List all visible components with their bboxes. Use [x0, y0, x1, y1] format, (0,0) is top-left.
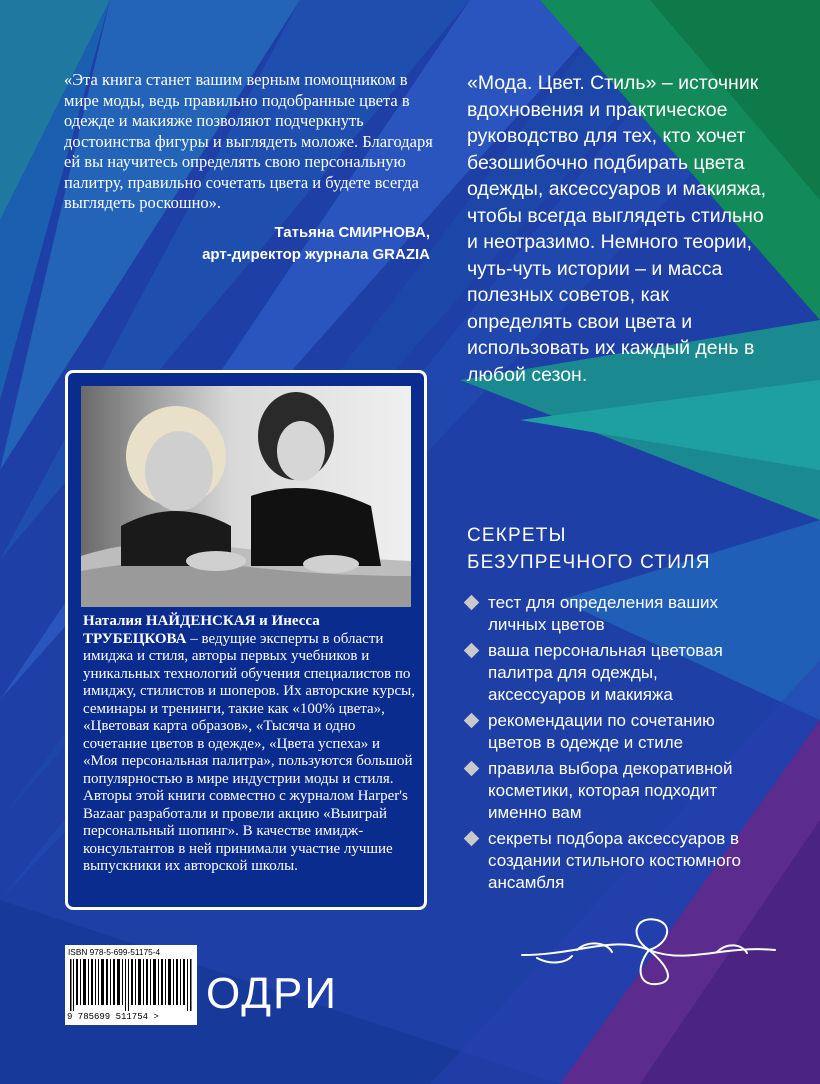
list-item-text: тест для определения ваших личных цветов	[488, 593, 718, 634]
list-item-text: секреты подбора аксессуаров в создании стильного костюмного ансамбля	[488, 829, 741, 892]
book-description: «Мода. Цвет. Стиль» – источник вдохновения и практическое руководство для тех, кто хочет безошибочно подбирать цвета одежды, аксессуаров и макияжа, чтобы всегда выглядеть стильно и неотразимо. Немного теории, чуть-чуть истории – и масса полезных советов, как определять свои цвета и использовать их каждый день в любой сезон.	[467, 72, 767, 386]
quote-attribution	[150, 222, 430, 266]
authors-names: Наталия НАЙДЕНСКАЯ и Инесса ТРУБЕЦКОВА	[83, 613, 320, 647]
reviewer-quote: «Эта книга станет вашим верным помощником в мире моды, ведь правильно подобранные цвета в одежде и макияже позволяют подчеркнуть достоинства фигуры и выглядеть моложе. Благодаря ей вы научитесь определять свою персональную палитру, правильно сочетать цвета и будете всегда выглядеть роскошно».	[64, 70, 433, 212]
list-item	[466, 758, 756, 824]
barcode-label	[65, 945, 197, 1025]
flourish-icon	[517, 900, 781, 990]
list-item	[466, 828, 756, 894]
publisher-logo: ОДРИ	[206, 969, 339, 1018]
secrets-list	[466, 592, 756, 898]
secrets-title-line1: СЕКРЕТЫ	[467, 525, 567, 546]
list-item	[466, 592, 756, 636]
list-item-text: рекомендации по сочетанию цветов в одежде и стиле	[488, 711, 715, 752]
authors-bio-text: – ведущие эксперты в области имиджа и стиля, авторы первых учебников и уникальных технологий обучения специалистов по имиджу, стилистов и шоперов. Их авторские курсы, семинары и тренинги, такие как «100% цвета», «Цветовая карта образов», «Тысяча и одно сочетание цветов в одежде», «Цвета успеха» и «Моя персональная палитра», пользуются большой популярностью в мире индустрии моды и стиля. Авторы этой книги совместно с журналом Harper's Bazaar разработали и провели акцию «Выиграй персональный шопинг». В качестве имидж-консультантов в ней принимали участие лучшие выпускники их авторской школы.	[83, 630, 415, 874]
isbn-text: ISBN 978-5-699-51175-4	[68, 947, 161, 957]
list-item	[466, 640, 756, 706]
quote-author: Татьяна СМИРНОВА,	[274, 224, 430, 241]
diamond-icon	[464, 595, 480, 611]
barcode-number: 9 785699 511754 >	[67, 1012, 159, 1022]
barcode-icon	[70, 959, 192, 1011]
quote-author-title: арт-директор журнала GRAZIA	[202, 246, 430, 263]
authors-photo	[81, 386, 411, 607]
list-item-text: правила выбора декоративной косметики, которая подходит именно вам	[488, 759, 733, 822]
list-item	[466, 710, 756, 754]
secrets-title-line2: БЕЗУПРЕЧНОГО СТИЛЯ	[467, 552, 711, 573]
list-item-text: ваша персональная цветовая палитра для одежды, аксессуаров и макияжа	[488, 641, 723, 704]
diamond-icon	[464, 761, 480, 777]
secrets-title	[467, 522, 711, 576]
diamond-icon	[464, 643, 480, 659]
authors-panel	[65, 370, 427, 910]
authors-bio	[83, 613, 415, 876]
diamond-icon	[464, 713, 480, 729]
diamond-icon	[464, 831, 480, 847]
